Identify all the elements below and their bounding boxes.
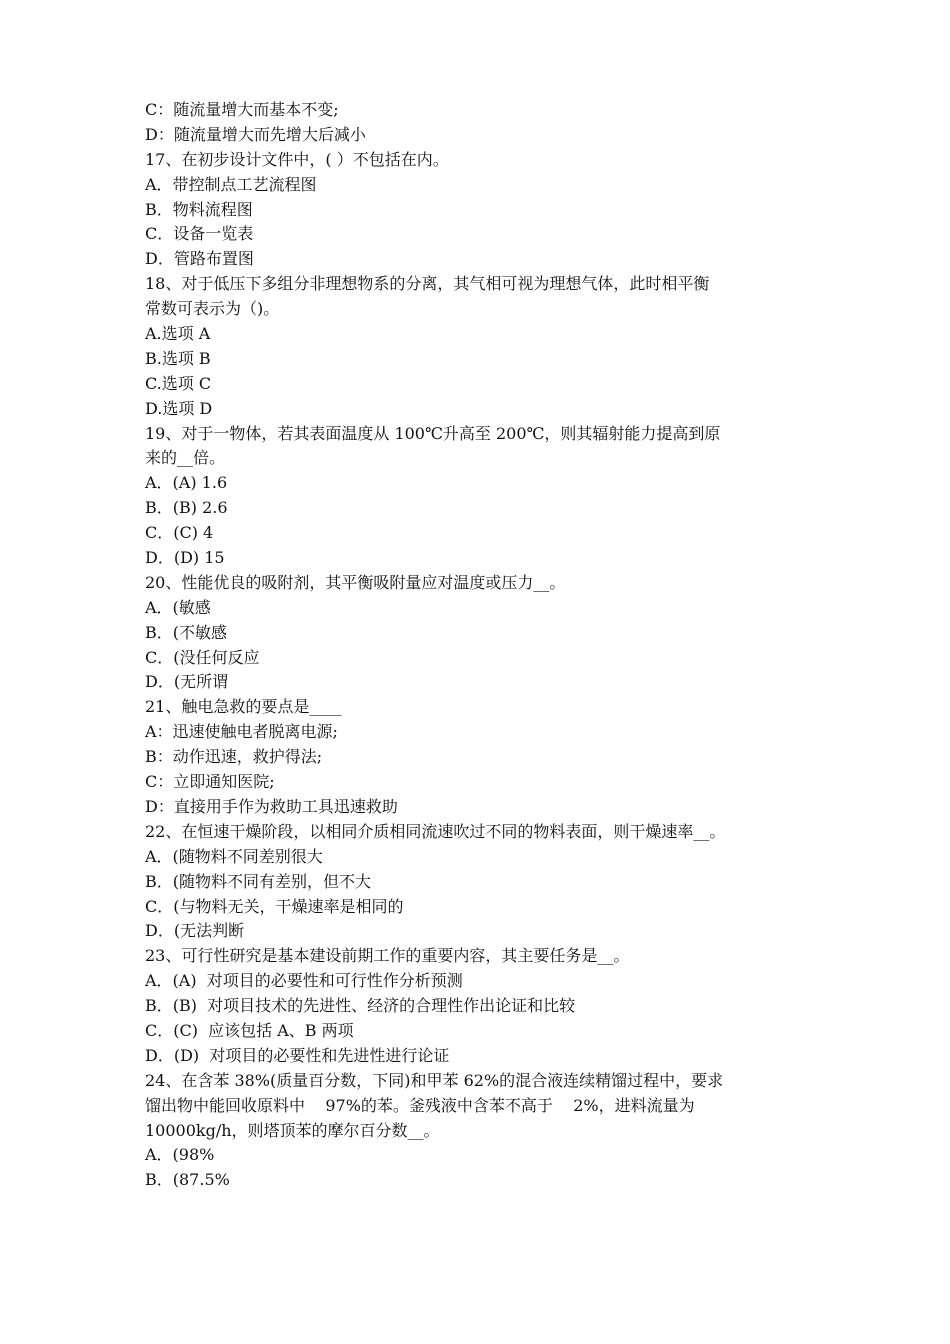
question-21: 21、触电急救的要点是____ <box>145 697 342 717</box>
option-line: C：立即通知医院; <box>145 772 275 792</box>
option-line: A．(随物料不同差别很大 <box>145 846 323 866</box>
option-line: B．物料流程图 <box>145 199 253 219</box>
option-line: A．(A) 1.6 <box>145 473 228 493</box>
option-line: B．(随物料不同有差别，但不大 <box>145 871 372 891</box>
question-24-cont: 馏出物中能回收原料中 97%的苯。釜残液中含苯不高于 2%，进料流量为 <box>145 1095 695 1115</box>
option-line: C．(C) 4 <box>145 523 214 543</box>
option-line: D.选项 D <box>145 398 213 418</box>
option-line: C．(与物料无关，干燥速率是相同的 <box>145 896 404 916</box>
question-18: 18、对于低压下多组分非理想物系的分离，其气相可视为理想气体，此时相平衡 <box>145 274 710 294</box>
document-page <box>145 98 815 1193</box>
option-line: D：随流量增大而先增大后减小 <box>145 124 366 144</box>
question-18-cont: 常数可表示为（)。 <box>145 299 280 319</box>
option-line: C.选项 C <box>145 373 212 393</box>
question-17: 17、在初步设计文件中，( ）不包括在内。 <box>145 149 449 169</box>
option-line: D．(无法判断 <box>145 921 245 941</box>
question-23: 23、可行性研究是基本建设前期工作的重要内容，其主要任务是__。 <box>145 946 630 966</box>
option-line: D：直接用手作为救助工具迅速救助 <box>145 796 398 816</box>
question-22: 22、在恒速干燥阶段，以相同介质相同流速吹过不同的物料表面，则干燥速率__。 <box>145 821 726 841</box>
option-line: A.选项 A <box>145 324 211 344</box>
question-19: 19、对于一物体，若其表面温度从 100℃升高至 200℃，则其辐射能力提高到原 <box>145 423 721 443</box>
question-24-cont: 10000kg/h，则塔顶苯的摩尔百分数__。 <box>145 1120 440 1140</box>
option-line: D．(无所谓 <box>145 672 229 692</box>
option-line: A：迅速使触电者脱离电源; <box>145 722 338 742</box>
question-19-cont: 来的__倍。 <box>145 448 226 468</box>
option-line: B.选项 B <box>145 348 211 368</box>
option-line: C．(没任何反应 <box>145 647 260 667</box>
option-line: A．(98% <box>145 1145 215 1165</box>
option-line: C：随流量增大而基本不变; <box>145 100 339 119</box>
option-line: C．(C) 应该包括 A、B 两项 <box>145 1020 354 1040</box>
option-line: B：动作迅速，救护得法; <box>145 747 323 767</box>
option-line: A．带控制点工艺流程图 <box>145 174 317 194</box>
option-line: C．设备一览表 <box>145 224 254 244</box>
question-20: 20、性能优良的吸附剂，其平衡吸附量应对温度或压力__。 <box>145 572 566 592</box>
option-line: B．(B) 2.6 <box>145 498 228 518</box>
option-line: B．(不敏感 <box>145 622 228 642</box>
option-line: D．(D) 15 <box>145 548 225 568</box>
option-line: A．(敏感 <box>145 597 211 617</box>
question-24: 24、在含苯 38%(质量百分数，下同)和甲苯 62%的混合液连续精馏过程中，要求 <box>145 1070 724 1090</box>
option-line: D．(D) 对项目的必要性和先进性进行论证 <box>145 1045 450 1065</box>
option-line: B．(B) 对项目技术的先进性、经济的合理性作出论证和比较 <box>145 996 576 1016</box>
option-line: B．(87.5% <box>145 1170 230 1190</box>
option-line: A．(A) 对项目的必要性和可行性作分析预测 <box>145 971 463 991</box>
option-line: D．管路布置图 <box>145 249 254 269</box>
